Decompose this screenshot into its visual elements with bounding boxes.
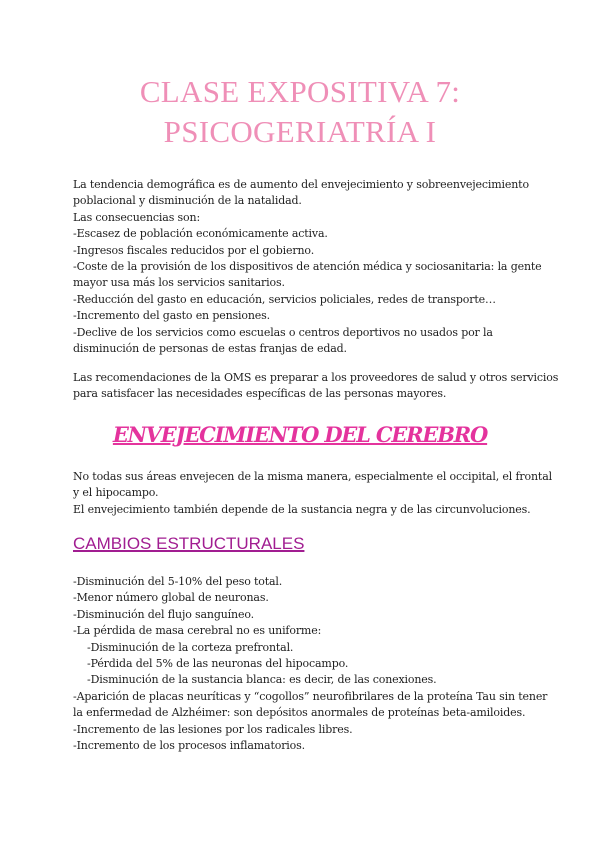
list-item: -Coste de la provisión de los dispositivos de atención médica y sociosanitaria: la gente <box>73 260 542 274</box>
list-item: -La pérdida de masa cerebral no es uniforme: <box>73 624 322 638</box>
oms-paragraph <box>73 370 559 403</box>
text-line: y el hipocampo. <box>73 486 159 500</box>
section-heading-cambios: CAMBIOS ESTRUCTURALES <box>73 534 305 553</box>
text-line: mayor usa más los servicios sanitarios. <box>73 276 285 290</box>
section-heading-envejecimiento: ENVEJECIMIENTO DEL CEREBRO <box>112 422 488 447</box>
text-line: poblacional y disminución de la natalidad. <box>73 194 302 208</box>
text-line: disminución de personas de estas franjas de edad. <box>73 342 347 356</box>
list-item: -Menor número global de neuronas. <box>73 591 269 605</box>
list-item: -Escasez de población económicamente activa. <box>73 227 328 241</box>
intro-paragraph <box>73 177 543 357</box>
list-item: -Ingresos fiscales reducidos por el gobierno. <box>73 243 315 257</box>
text-line: Las recomendaciones de la OMS es preparar a los proveedores de salud y otros servicios <box>73 371 559 384</box>
sub-list-item: -Disminución de la sustancia blanca: es decir, de las conexiones. <box>87 673 437 687</box>
list-item: -Declive de los servicios como escuelas o centros deportivos no usados por la <box>73 325 493 339</box>
text-line: para satisfacer las necesidades específicas de las personas mayores. <box>73 387 447 401</box>
envejecimiento-paragraph <box>73 469 552 518</box>
text-line: La tendencia demográfica es de aumento del envejecimiento y sobreenvejecimiento <box>73 178 529 191</box>
text-line: la enfermedad de Alzhéimer: son depósitos anormales de proteínas beta-amiloides. <box>73 706 526 720</box>
text-line: Las consecuencias son: <box>73 210 201 224</box>
title-line-2: PSICOGERIATRÍA I <box>163 114 437 149</box>
list-item: -Incremento del gasto en pensiones. <box>73 309 270 323</box>
list-item: -Disminución del flujo sanguíneo. <box>73 607 254 621</box>
sub-list-item: -Disminución de la corteza prefrontal. <box>87 640 294 654</box>
sub-list-item: -Pérdida del 5% de las neuronas del hipocampo. <box>87 657 349 671</box>
page-title <box>0 72 600 152</box>
list-item: -Incremento de las lesiones por los radicales libres. <box>73 722 353 736</box>
list-item: -Aparición de placas neuríticas y “cogollos” neurofibrilares de la proteína Tau sin tener <box>73 689 548 703</box>
list-item: -Disminución del 5-10% del peso total. <box>73 575 283 588</box>
text-line: El envejecimiento también depende de la sustancia negra y de las circunvoluciones. <box>73 502 531 516</box>
title-line-1: CLASE EXPOSITIVA 7: <box>139 74 461 109</box>
text-line: No todas sus áreas envejecen de la misma manera, especialmente el occipital, el frontal <box>73 470 552 483</box>
list-item: -Reducción del gasto en educación, servicios policiales, redes de transporte… <box>73 292 496 306</box>
list-item: -Incremento de los procesos inflamatorios. <box>73 739 305 753</box>
cambios-list <box>73 574 548 754</box>
